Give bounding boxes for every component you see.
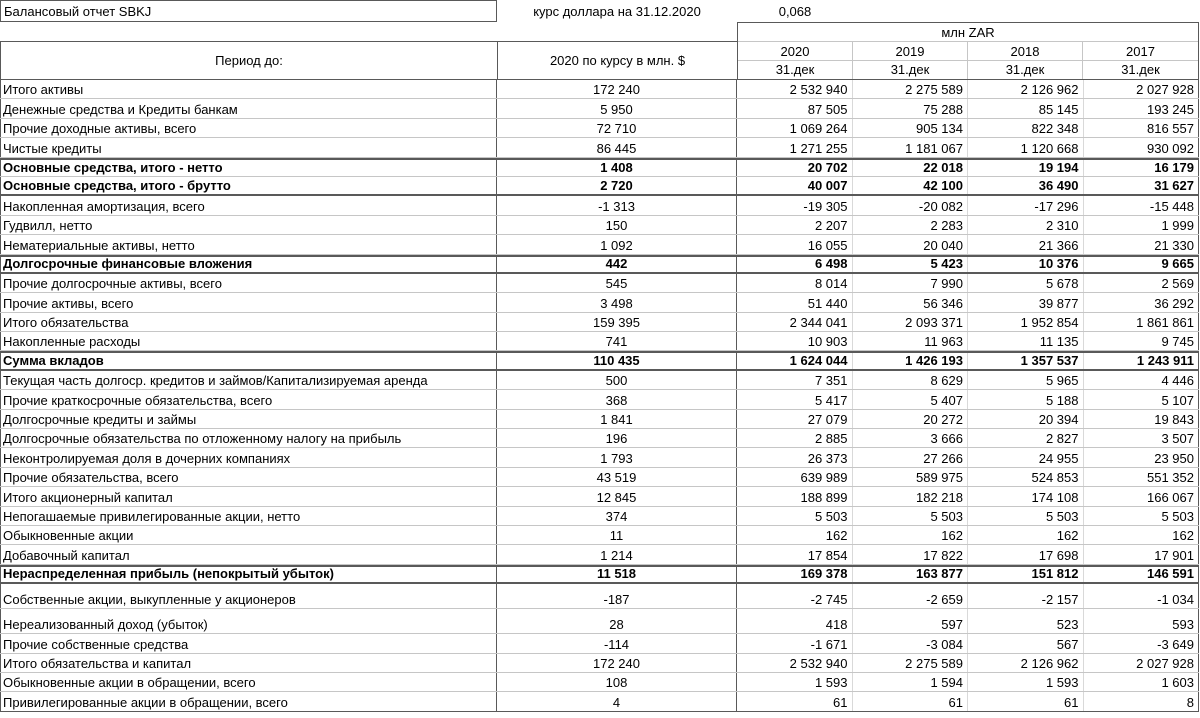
zar-value-cell: 61	[737, 692, 853, 710]
usd-value-cell: 368	[497, 390, 737, 408]
table-row	[0, 565, 1199, 584]
year-header-2020: 2020	[738, 42, 853, 59]
row-label: Обыкновенные акции в обращении, всего	[0, 673, 497, 691]
date-header: 31.дек	[738, 61, 853, 79]
table-row	[0, 448, 1199, 467]
zar-value-cell: 21 366	[968, 235, 1084, 253]
row-label: Итого обязательства и капитал	[0, 654, 497, 672]
zar-value-cell: 5 503	[737, 507, 853, 525]
zar-value-cell: 1 594	[853, 673, 969, 691]
zar-value-cell: 36 490	[968, 177, 1084, 194]
zar-value-cell: 31 627	[1084, 177, 1200, 194]
usd-value-cell: 545	[497, 274, 737, 292]
zar-value-cell: 10 903	[737, 332, 853, 350]
usd-value-cell: 741	[497, 332, 737, 350]
zar-value-cell: 2 344 041	[737, 313, 853, 331]
zar-value-cell: 162	[737, 526, 853, 544]
zar-value-cell: 2 093 371	[853, 313, 969, 331]
zar-header-group	[737, 22, 1199, 80]
zar-value-cell: 26 373	[737, 448, 853, 466]
table-row	[0, 255, 1199, 274]
zar-value-cell: 3 507	[1084, 429, 1200, 447]
table-row	[0, 177, 1199, 196]
row-label: Прочие собственные средства	[0, 634, 497, 652]
zar-value-cell: 1 861 861	[1084, 313, 1200, 331]
table-row	[0, 507, 1199, 526]
table-body	[0, 80, 1199, 712]
zar-value-cell: 1 243 911	[1084, 353, 1200, 368]
row-label: Непогашаемые привилегированные акции, нетто	[0, 507, 497, 525]
zar-value-cell: 21 330	[1084, 235, 1200, 253]
zar-value-cell: 1 593	[737, 673, 853, 691]
zar-value-cell: -3 084	[853, 634, 969, 652]
usd-value-cell: 2 720	[497, 177, 737, 194]
zar-value-cell: 16 055	[737, 235, 853, 253]
zar-value-cell: -15 448	[1084, 196, 1200, 214]
row-label: Прочие обязательства, всего	[0, 468, 497, 486]
usd-value-cell: 172 240	[497, 80, 737, 98]
zar-value-cell: 523	[968, 609, 1084, 633]
zar-value-cell: 36 292	[1084, 293, 1200, 311]
date-header: 31.дек	[1121, 62, 1160, 78]
zar-value-cell: 2 532 940	[737, 654, 853, 672]
table-row	[0, 196, 1199, 215]
zar-value-cell: 1 271 255	[737, 138, 853, 156]
zar-value-cell: 40 007	[737, 177, 853, 194]
zar-value-cell: 9 665	[1084, 257, 1200, 272]
zar-value-cell: 597	[853, 609, 969, 633]
table-row	[0, 119, 1199, 138]
row-label: Обыкновенные акции	[0, 526, 497, 544]
zar-value-cell: 193 245	[1084, 99, 1200, 117]
row-label: Накопленная амортизация, всего	[0, 196, 497, 214]
zar-value-cell: 1 181 067	[853, 138, 969, 156]
table-row	[0, 673, 1199, 692]
row-label: Прочие долгосрочные активы, всего	[0, 274, 497, 292]
usd-value-cell: 4	[497, 692, 737, 710]
zar-value-cell: 56 346	[853, 293, 969, 311]
row-label: Итого обязательства	[0, 313, 497, 331]
zar-value-cell: 75 288	[853, 99, 969, 117]
report-title: Балансовый отчет SBKJ	[0, 0, 497, 22]
zar-value-cell: 17 698	[968, 545, 1084, 563]
zar-value-cell: 8 014	[737, 274, 853, 292]
zar-value-cell: 5 423	[853, 257, 969, 272]
table-row	[0, 609, 1199, 634]
zar-value-cell: 166 067	[1084, 487, 1200, 505]
dollar-rate-label: курс доллара на 31.12.2020	[533, 3, 701, 19]
zar-value-cell: 2 532 940	[737, 80, 853, 98]
zar-value-cell: 639 989	[737, 468, 853, 486]
row-label: Итого активы	[0, 80, 497, 98]
zar-value-cell: 17 901	[1084, 545, 1200, 563]
zar-value-cell: 27 266	[853, 448, 969, 466]
table-row	[0, 235, 1199, 254]
zar-value-cell: 1 603	[1084, 673, 1200, 691]
zar-value-cell: 2 827	[968, 429, 1084, 447]
zar-value-cell: 151 812	[968, 567, 1084, 582]
zar-value-cell: 1 593	[968, 673, 1084, 691]
zar-value-cell: 4 446	[1084, 371, 1200, 389]
zar-value-cell: 524 853	[968, 468, 1084, 486]
zar-value-cell: 20 702	[737, 160, 853, 176]
usd-value-cell: 1 092	[497, 235, 737, 253]
zar-value-cell: 5 678	[968, 274, 1084, 292]
zar-value-cell: 2 283	[853, 216, 969, 234]
zar-value-cell: 5 407	[853, 390, 969, 408]
zar-value-cell: 822 348	[968, 119, 1084, 137]
usd-value-cell: 1 408	[497, 160, 737, 176]
zar-value-cell: 5 503	[1084, 507, 1200, 525]
zar-value-cell: -1 671	[737, 634, 853, 652]
zar-value-cell: 2 569	[1084, 274, 1200, 292]
zar-value-cell: 5 107	[1084, 390, 1200, 408]
zar-value-cell: 1 069 264	[737, 119, 853, 137]
zar-value-cell: 1 357 537	[968, 353, 1084, 368]
zar-value-cell: 163 877	[853, 567, 969, 582]
usd-value-cell: 442	[497, 257, 737, 272]
row-label: Текущая часть долгоср. кредитов и займов/Капитализируемая аренда	[0, 371, 497, 389]
zar-value-cell: 3 666	[853, 429, 969, 447]
zar-value-cell: 146 591	[1084, 567, 1200, 582]
date-header-row	[738, 61, 1198, 79]
usd-column-header: 2020 по курсу в млн. $	[497, 41, 738, 80]
zar-value-cell: 6 498	[737, 257, 853, 272]
zar-value-cell: 2 310	[968, 216, 1084, 234]
zar-value-cell: 5 503	[968, 507, 1084, 525]
table-row	[0, 313, 1199, 332]
usd-value-cell: 150	[497, 216, 737, 234]
year-header-2019: 2019	[853, 42, 968, 59]
usd-value-cell: 11	[497, 526, 737, 544]
table-row	[0, 692, 1199, 711]
zar-value-cell: -19 305	[737, 196, 853, 214]
row-label: Долгосрочные финансовые вложения	[0, 257, 497, 272]
zar-value-cell: 1 120 668	[968, 138, 1084, 156]
table-row	[0, 654, 1199, 673]
zar-value-cell: 169 378	[737, 567, 853, 582]
zar-value-cell: -2 659	[853, 584, 969, 608]
zar-value-cell: 174 108	[968, 487, 1084, 505]
row-label: Нематериальные активы, нетто	[0, 235, 497, 253]
table-row	[0, 584, 1199, 609]
zar-value-cell: 39 877	[968, 293, 1084, 311]
row-label: Основные средства, итого - брутто	[0, 177, 497, 194]
zar-value-cell: 51 440	[737, 293, 853, 311]
table-row	[0, 332, 1199, 351]
table-row	[0, 371, 1199, 390]
zar-value-cell: 16 179	[1084, 160, 1200, 176]
usd-value-cell: 196	[497, 429, 737, 447]
zar-value-cell: 905 134	[853, 119, 969, 137]
zar-value-cell: 19 194	[968, 160, 1084, 176]
zar-value-cell: 1 952 854	[968, 313, 1084, 331]
table-row	[0, 487, 1199, 506]
zar-value-cell: 551 352	[1084, 468, 1200, 486]
row-label: Долгосрочные обязательства по отложенному налогу на прибыль	[0, 429, 497, 447]
zar-value-cell: -2 745	[737, 584, 853, 608]
table-row	[0, 545, 1199, 564]
table-row	[0, 274, 1199, 293]
row-label: Привилегированные акции в обращении, всего	[0, 692, 497, 710]
zar-value-cell: 8 629	[853, 371, 969, 389]
row-label: Нереализованный доход (убыток)	[0, 609, 497, 633]
table-row	[0, 468, 1199, 487]
zar-value-cell: 87 505	[737, 99, 853, 117]
zar-value-cell: 2 207	[737, 216, 853, 234]
zar-value-cell: 11 963	[853, 332, 969, 350]
usd-value-cell: 110 435	[497, 353, 737, 368]
zar-value-cell: 7 351	[737, 371, 853, 389]
zar-value-cell: 22 018	[853, 160, 969, 176]
zar-value-cell: 20 272	[853, 410, 969, 428]
table-row	[0, 99, 1199, 118]
year-header-2017: 2017	[1126, 43, 1155, 59]
row-label: Прочие краткосрочные обязательства, всего	[0, 390, 497, 408]
row-label: Гудвилл, нетто	[0, 216, 497, 234]
table-row	[0, 216, 1199, 235]
zar-value-cell: 593	[1084, 609, 1200, 633]
zar-value-cell: 5 417	[737, 390, 853, 408]
table-row	[0, 158, 1199, 177]
usd-value-cell: 86 445	[497, 138, 737, 156]
zar-value-cell: -20 082	[853, 196, 969, 214]
usd-value-cell: 108	[497, 673, 737, 691]
zar-value-cell: 11 135	[968, 332, 1084, 350]
zar-value-cell: 10 376	[968, 257, 1084, 272]
zar-value-cell: 9 745	[1084, 332, 1200, 350]
zar-value-cell: 61	[968, 692, 1084, 710]
zar-value-cell: 17 822	[853, 545, 969, 563]
usd-value-cell: 374	[497, 507, 737, 525]
zar-units-label: млн ZAR	[738, 23, 1198, 42]
usd-value-cell: -187	[497, 584, 737, 608]
zar-value-cell: 2 027 928	[1084, 80, 1200, 98]
row-label: Нераспределенная прибыль (непокрытый убыток)	[0, 567, 497, 582]
zar-value-cell: -3 649	[1084, 634, 1200, 652]
zar-value-cell: -17 296	[968, 196, 1084, 214]
date-header: 31.дек	[853, 61, 968, 79]
zar-value-cell: 182 218	[853, 487, 969, 505]
date-header: 31.дек	[968, 61, 1083, 79]
zar-value-cell: 2 126 962	[968, 654, 1084, 672]
row-label: Чистые кредиты	[0, 138, 497, 156]
table-row	[0, 293, 1199, 312]
zar-value-cell: 20 394	[968, 410, 1084, 428]
table-row	[0, 634, 1199, 653]
row-label: Итого акционерный капитал	[0, 487, 497, 505]
zar-value-cell: 2 275 589	[853, 654, 969, 672]
zar-value-cell: 42 100	[853, 177, 969, 194]
usd-value-cell: 3 498	[497, 293, 737, 311]
table-row	[0, 429, 1199, 448]
zar-value-cell: 162	[968, 526, 1084, 544]
row-label: Собственные акции, выкупленные у акционеров	[0, 584, 497, 608]
usd-value-cell: -114	[497, 634, 737, 652]
zar-value-cell: -2 157	[968, 584, 1084, 608]
table-row	[0, 410, 1199, 429]
zar-value-cell: 61	[853, 692, 969, 710]
zar-value-cell: 24 955	[968, 448, 1084, 466]
year-header-row	[738, 42, 1198, 60]
zar-value-cell: 27 079	[737, 410, 853, 428]
usd-value-cell: 1 793	[497, 448, 737, 466]
dollar-rate-value: 0,068	[778, 3, 812, 19]
table-row	[0, 526, 1199, 545]
usd-value-cell: 500	[497, 371, 737, 389]
usd-value-cell: 1 841	[497, 410, 737, 428]
zar-value-cell: 5 188	[968, 390, 1084, 408]
zar-value-cell: 162	[1084, 526, 1200, 544]
zar-value-cell: 85 145	[968, 99, 1084, 117]
row-label: Прочие доходные активы, всего	[0, 119, 497, 137]
usd-value-cell: 5 950	[497, 99, 737, 117]
usd-value-cell: -1 313	[497, 196, 737, 214]
zar-value-cell: 23 950	[1084, 448, 1200, 466]
usd-value-cell: 1 214	[497, 545, 737, 563]
sheet-header	[0, 0, 1199, 80]
usd-value-cell: 72 710	[497, 119, 737, 137]
row-label: Денежные средства и Кредиты банкам	[0, 99, 497, 117]
zar-value-cell: 1 624 044	[737, 353, 853, 368]
zar-value-cell: 1 999	[1084, 216, 1200, 234]
usd-value-cell: 172 240	[497, 654, 737, 672]
zar-value-cell: 567	[968, 634, 1084, 652]
zar-value-cell: 1 426 193	[853, 353, 969, 368]
zar-value-cell: 19 843	[1084, 410, 1200, 428]
zar-value-cell: 2 027 928	[1084, 654, 1200, 672]
row-label: Накопленные расходы	[0, 332, 497, 350]
zar-value-cell: 816 557	[1084, 119, 1200, 137]
zar-value-cell: 418	[737, 609, 853, 633]
usd-value-cell: 159 395	[497, 313, 737, 331]
usd-value-cell: 11 518	[497, 567, 737, 582]
zar-value-cell: 20 040	[853, 235, 969, 253]
usd-value-cell: 12 845	[497, 487, 737, 505]
zar-value-cell: 2 126 962	[968, 80, 1084, 98]
zar-value-cell: 5 503	[853, 507, 969, 525]
table-row	[0, 351, 1199, 370]
zar-value-cell: 162	[853, 526, 969, 544]
zar-value-cell: 2 275 589	[853, 80, 969, 98]
row-label: Сумма вкладов	[0, 353, 497, 368]
row-label: Добавочный капитал	[0, 545, 497, 563]
usd-value-cell: 43 519	[497, 468, 737, 486]
zar-value-cell: 2 885	[737, 429, 853, 447]
zar-value-cell: 188 899	[737, 487, 853, 505]
table-row	[0, 390, 1199, 409]
year-header-2018: 2018	[968, 42, 1083, 59]
table-row	[0, 80, 1199, 99]
zar-value-cell: -1 034	[1084, 584, 1200, 608]
table-row	[0, 138, 1199, 157]
zar-value-cell: 7 990	[853, 274, 969, 292]
row-label: Основные средства, итого - нетто	[0, 160, 497, 176]
zar-value-cell: 8	[1084, 692, 1200, 710]
row-label: Долгосрочные кредиты и займы	[0, 410, 497, 428]
zar-value-cell: 17 854	[737, 545, 853, 563]
row-label: Неконтролируемая доля в дочерних компаниях	[0, 448, 497, 466]
zar-value-cell: 5 965	[968, 371, 1084, 389]
usd-value-cell: 28	[497, 609, 737, 633]
zar-value-cell: 589 975	[853, 468, 969, 486]
period-label: Период до:	[0, 41, 498, 80]
row-label: Прочие активы, всего	[0, 293, 497, 311]
zar-value-cell: 930 092	[1084, 138, 1200, 156]
